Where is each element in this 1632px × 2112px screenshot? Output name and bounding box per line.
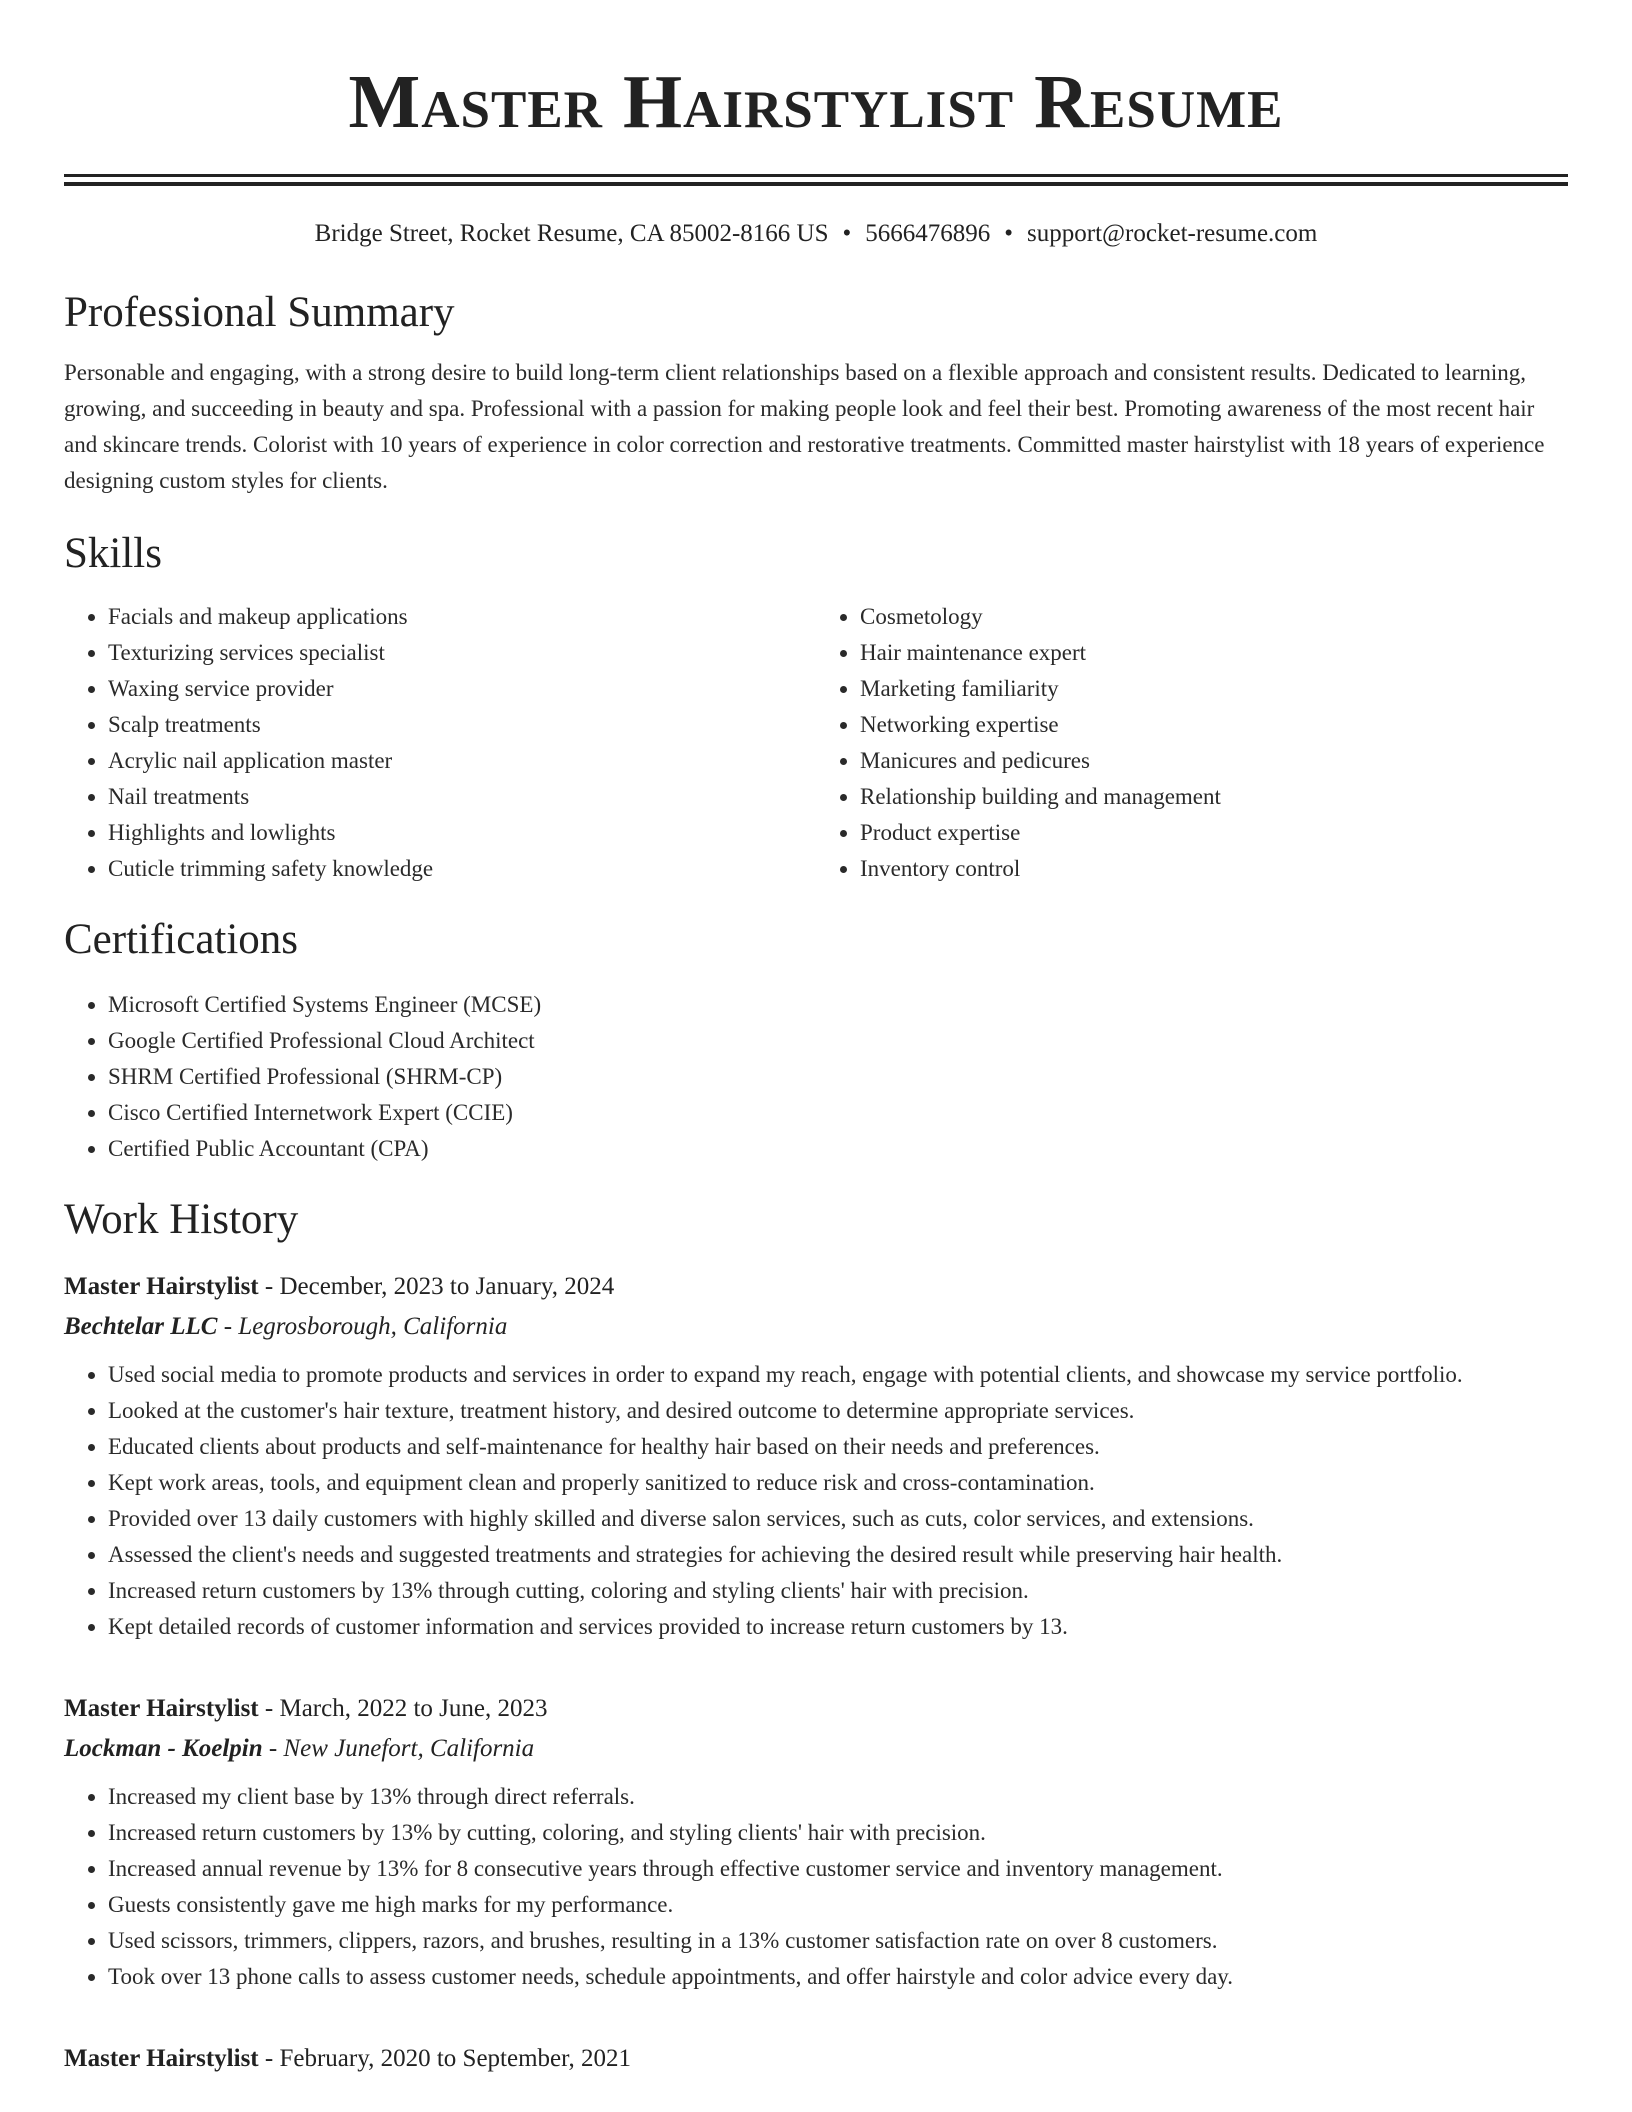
job-bullet: • Used scissors, trimmers, clippers, razors, and brushes, resulting in a 13% customer satisfaction rate on over 8 customers. — [108, 1923, 1568, 1959]
job-bullet: • Guests consistently gave me high marks for my performance. — [108, 1887, 1568, 1923]
skill-item: • Relationship building and management — [860, 779, 1568, 815]
skills-heading: Skills — [64, 530, 162, 577]
job-bullet: • Took over 13 phone calls to assess customer needs, schedule appointments, and offer hairstyle and color advice every day. — [108, 1959, 1568, 1995]
job-title: Master Hairstylist — [64, 1273, 259, 1300]
skill-item: • Scalp treatments — [108, 707, 816, 743]
job-company-line — [64, 1307, 1568, 1347]
skill-item: • Facials and makeup applications — [108, 599, 816, 635]
job-dates: - December, 2023 to January, 2024 — [258, 1273, 615, 1300]
contact-phone: 5666476896 — [865, 220, 991, 247]
job-bullet: • Increased annual revenue by 13% for 8 consecutive years through effective customer service and inventory management. — [108, 1851, 1568, 1887]
job-dates: - February, 2020 to September, 2021 — [258, 2045, 631, 2072]
job-bullet: • Provided over 13 daily customers with highly skilled and diverse salon services, such as cuts, color services, and extensions. — [108, 1501, 1568, 1537]
job-bullets — [64, 1357, 1568, 1645]
certifications-section — [64, 915, 1568, 1167]
title-divider — [64, 174, 1568, 186]
job-bullet: • Increased return customers by 13% through cutting, coloring and styling clients' hair with precision. — [108, 1573, 1568, 1609]
contact-separator: • — [1004, 220, 1014, 247]
certifications-heading: Certifications — [64, 916, 299, 963]
skill-item: • Texturizing services specialist — [108, 635, 816, 671]
skill-item: • Hair maintenance expert — [860, 635, 1568, 671]
job-title: Master Hairstylist — [64, 1695, 259, 1722]
skills-section — [64, 529, 1568, 887]
job-entry — [64, 2039, 1568, 2079]
skill-item: • Networking expertise — [860, 707, 1568, 743]
job-title-line — [64, 2039, 1568, 2079]
job-company: Lockman - Koelpin — [64, 1735, 263, 1762]
job-title-line — [64, 1267, 1568, 1307]
summary-heading: Professional Summary — [64, 289, 455, 336]
skill-item: • Product expertise — [860, 815, 1568, 851]
contact-email: support@rocket-resume.com — [1027, 220, 1318, 247]
job-bullet: • Kept work areas, tools, and equipment clean and properly sanitized to reduce risk and cross-contamination. — [108, 1465, 1568, 1501]
job-bullet: • Increased return customers by 13% by cutting, coloring, and styling clients' hair with precision. — [108, 1815, 1568, 1851]
certification-item: • Microsoft Certified Systems Engineer (MCSE) — [108, 987, 1568, 1023]
job-entry — [64, 1689, 1568, 1995]
skills-grid — [64, 599, 1568, 887]
certification-item: • SHRM Certified Professional (SHRM-CP) — [108, 1059, 1568, 1095]
certification-item: • Cisco Certified Internetwork Expert (CCIE) — [108, 1095, 1568, 1131]
skill-item: • Cosmetology — [860, 599, 1568, 635]
job-title: Master Hairstylist — [64, 2045, 259, 2072]
skill-item: • Highlights and lowlights — [108, 815, 816, 851]
job-bullets — [64, 1779, 1568, 1995]
skill-item: • Waxing service provider — [108, 671, 816, 707]
skills-left-list — [64, 599, 816, 887]
job-bullet: • Looked at the customer's hair texture, treatment history, and desired outcome to determine appropriate services. — [108, 1393, 1568, 1429]
job-bullet: • Assessed the client's needs and suggested treatments and strategies for achieving the desired result while preserving hair health. — [108, 1537, 1568, 1573]
job-company-line — [64, 1729, 1568, 1769]
resume-title: Master Hairstylist Resume — [348, 60, 1284, 144]
job-bullet: • Increased my client base by 13% through direct referrals. — [108, 1779, 1568, 1815]
skill-item: • Inventory control — [860, 851, 1568, 887]
job-dates: - March, 2022 to June, 2023 — [258, 1695, 548, 1722]
skill-item: • Cuticle trimming safety knowledge — [108, 851, 816, 887]
summary-text: Personable and engaging, with a strong desire to build long-term client relationships based on a flexible approach and consistent results. Dedicated to learning, growing, and succeeding in beauty and spa. Professional with a passion for making people look and feel their best. Promoting awareness of the most recent hair and skincare trends. Colorist with 10 years of experience in color correction and restorative treatments. Committed master hairstylist with 18 years of experience designing custom styles for clients. — [64, 360, 1545, 493]
certification-item: • Google Certified Professional Cloud Architect — [108, 1023, 1568, 1059]
skills-right-list — [816, 599, 1568, 887]
skill-item: • Marketing familiarity — [860, 671, 1568, 707]
job-company: Bechtelar LLC — [64, 1313, 218, 1340]
certifications-list — [64, 987, 1568, 1167]
skill-item: • Manicures and pedicures — [860, 743, 1568, 779]
job-bullet: • Kept detailed records of customer information and services provided to increase return customers by 13. — [108, 1609, 1568, 1645]
work-history-section — [64, 1195, 1568, 2079]
job-bullet: • Educated clients about products and self-maintenance for healthy hair based on their needs and preferences. — [108, 1429, 1568, 1465]
job-location: - New Junefort, California — [262, 1735, 535, 1762]
contact-separator: • — [842, 220, 852, 247]
skill-item: • Acrylic nail application master — [108, 743, 816, 779]
certification-item: • Certified Public Accountant (CPA) — [108, 1131, 1568, 1167]
job-entry — [64, 1267, 1568, 1645]
job-title-line — [64, 1689, 1568, 1729]
job-location: - Legrosborough, California — [217, 1313, 508, 1340]
skill-item: • Nail treatments — [108, 779, 816, 815]
contact-address: Bridge Street, Rocket Resume, CA 85002-8166 US — [314, 220, 829, 247]
job-bullet: • Used social media to promote products and services in order to expand my reach, engage with potential clients, and showcase my service portfolio. — [108, 1357, 1568, 1393]
work-history-heading: Work History — [64, 1196, 299, 1243]
summary-section — [64, 288, 1568, 499]
contact-line — [64, 220, 1568, 248]
